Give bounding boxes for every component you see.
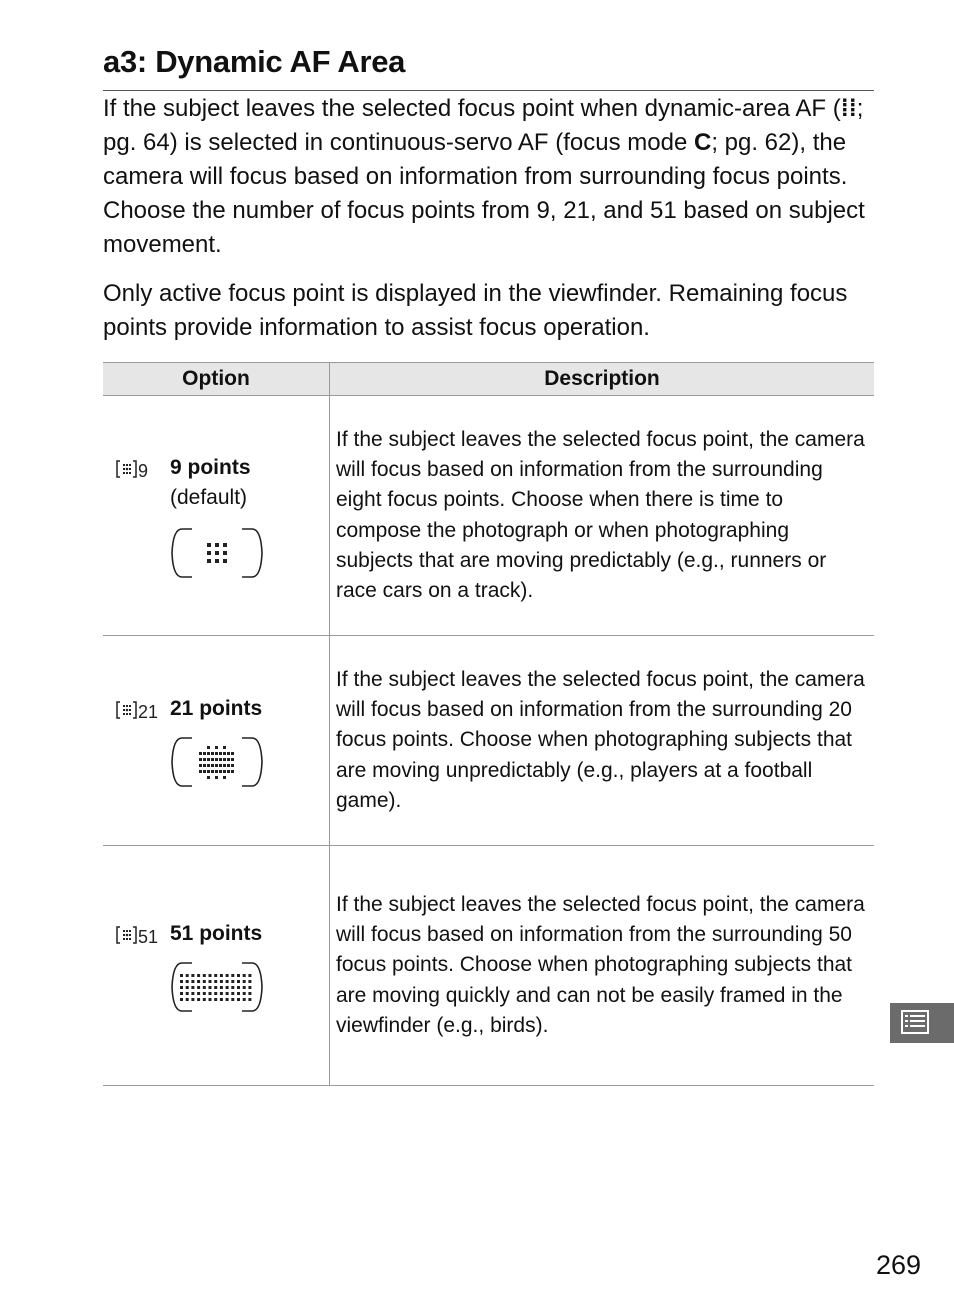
dynamic-area-21-icon — [103, 694, 164, 788]
mode-icon-label: 9 — [138, 460, 149, 481]
table-row — [103, 396, 874, 636]
description-cell — [330, 636, 875, 846]
mode-icon-label: 21 — [138, 701, 159, 722]
table-row — [103, 636, 874, 846]
title-rule — [103, 90, 874, 91]
page-title: a3: Dynamic AF Area — [103, 44, 406, 79]
option-description: If the subject leaves the selected focus point, the camera will focus based on information from the surrounding eight focus points. Choose when there is time to compose the photograph or when photographing subjects that are moving predictably (e.g., runners or race cars on a track). — [336, 427, 865, 602]
page-number: 269 — [876, 1250, 922, 1280]
intro-text-1: If the subject leaves the selected focus point when dynamic-area AF ( — [103, 95, 841, 122]
intro-text-2: ; pg. 64) is selected in continuous-servo AF (focus mode — [103, 95, 864, 156]
dynamic-area-51-icon — [103, 919, 164, 1013]
continuous-servo-icon: C — [693, 129, 712, 156]
option-label: 51 points — [170, 921, 263, 945]
dynamic-area-af-icon: ⁞⁞ — [840, 95, 857, 122]
option-cell — [103, 846, 330, 1086]
option-description: If the subject leaves the selected focus point, the camera will focus based on information from the surrounding 50 focus points. Choose when photographing subjects that are moving quickly and can not be easily framed in the viewfinder (e.g., birds). — [336, 892, 865, 1037]
options-table — [103, 362, 874, 1086]
default-note: (default) — [170, 485, 248, 509]
note-paragraph: Only active focus point is displayed in the viewfinder. Remaining focus points provide information to assist focus operation. — [103, 280, 848, 341]
option-label: 21 points — [170, 696, 263, 720]
option-cell — [103, 396, 330, 636]
viewfinder-21-points-icon — [170, 736, 264, 788]
intro-paragraph — [103, 92, 883, 262]
viewfinder-9-points-icon — [170, 527, 264, 579]
mode-icon-label: 51 — [138, 926, 159, 947]
table-header-row — [103, 363, 874, 396]
option-header: Option — [103, 363, 330, 396]
option-51-points — [103, 919, 329, 1013]
table-row — [103, 846, 874, 1086]
viewfinder-51-points-icon — [170, 961, 264, 1013]
custom-settings-tab[interactable] — [890, 1003, 954, 1043]
option-cell — [103, 636, 330, 846]
description-cell — [330, 846, 875, 1086]
option-9-points — [103, 453, 329, 579]
intro-text-3: ; pg. 62), the camera will focus based on information from surrounding focus points. Choose the number of focus points from 9, 21, and 51 based on subject movement. — [103, 129, 865, 258]
option-label: 9 points — [170, 455, 251, 479]
dynamic-area-9-icon — [103, 453, 164, 579]
menu-list-icon — [890, 1003, 954, 1043]
option-description: If the subject leaves the selected focus point, the camera will focus based on information from the surrounding 20 focus points. Choose when photographing subjects that are moving unpredictably (e.g., players at a football game). — [336, 667, 865, 812]
option-21-points — [103, 694, 329, 788]
description-header: Description — [330, 363, 875, 396]
description-cell — [330, 396, 875, 636]
